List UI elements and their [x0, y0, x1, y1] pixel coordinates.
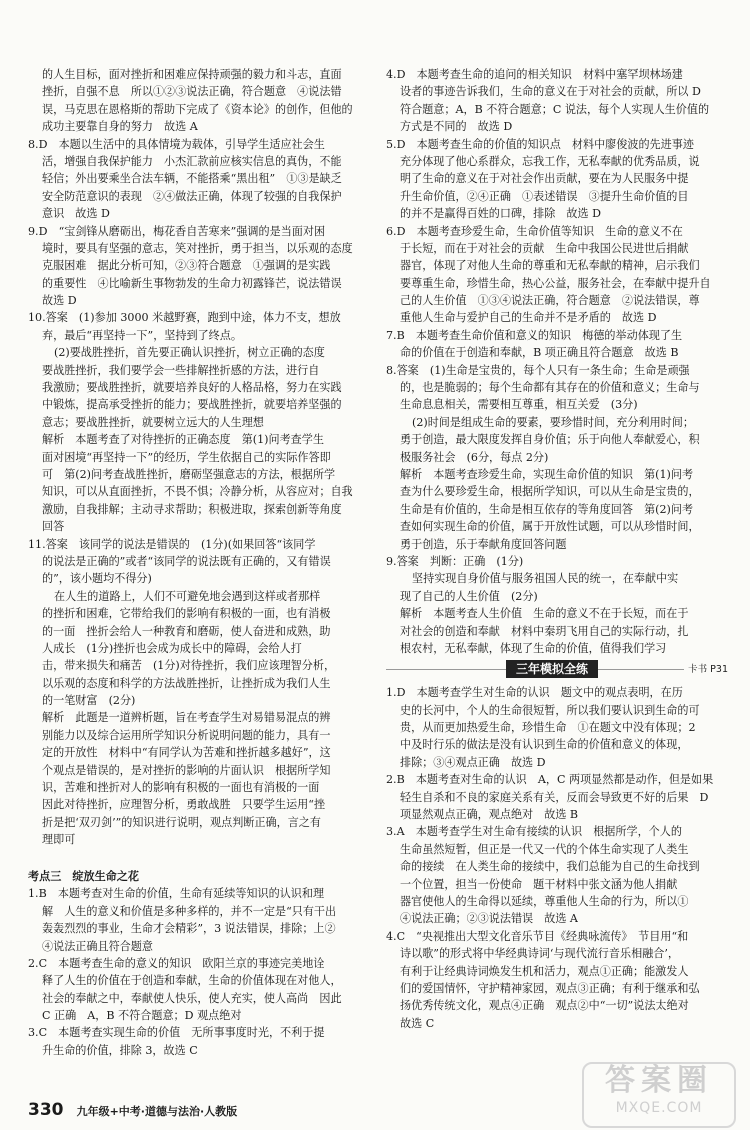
text-line: 解析 此题是一道辨析题，旨在考查学生对易错易混点的辨: [42, 711, 331, 725]
text-line: 现了自己的人生价值 (2分): [400, 589, 538, 603]
text-line: 贵，从而更加热爱生命，珍惜生命 ①在题文中没有体现；2: [400, 721, 696, 735]
text-line: 2.C 本题考查生命的意义的知识 欧阳兰京的事迹完美地诠: [28, 956, 325, 970]
text-line: 极服务社会 (6分，每点 2分): [400, 450, 549, 464]
text-line: 个观点是错误的，是对挫折的影响的片面认识 根据所学知: [42, 763, 331, 777]
text-line: 勇于创造，乐于奉献角度回答问题: [400, 537, 567, 551]
text-line: 1.B 本题考查对生命的价值，生命有延续等知识的认识和理: [28, 887, 325, 901]
text-line: 中锻炼，提高承受挫折的能力；要战胜挫折，就要培养坚强的: [42, 398, 342, 412]
text-line: 有利于让经典诗词焕发生机和活力，观点①正确；能激发人: [400, 964, 689, 978]
text-line: ④说法正确且符合题意: [42, 939, 153, 953]
text-line: 生命虽然短暂，但正是一代又一代的个体生命实现了人类生: [400, 842, 689, 856]
text-line: 知识，可以从直面挫折，不畏不惧；冷静分析，从容应对；自我: [42, 485, 353, 499]
text-line: 的一笔财富 (2分): [42, 694, 136, 708]
text-line: 设者的事迹告诉我们，生命的意义在于对社会的贡献，所以 D: [400, 85, 701, 99]
text-line: 故选 D: [42, 294, 77, 308]
text-line: 的，也是脆弱的；每个生命都有其存在的价值和意义；生命与: [400, 381, 700, 395]
right-column: [386, 66, 728, 1032]
text-line: 命的价值在于创造和奉献，B 项正确且符合题意 故选 B: [400, 346, 679, 360]
text-line: 己的人生价值 ①③④说法正确，符合题意 ②说法错误，尊: [400, 294, 700, 308]
text-line: 定的开放性 材料中“有同学认为苦难和挫折越多越好”，这: [42, 746, 331, 760]
text-line: 命的接续 在人类生命的接续中，我们总能为自己的生命找到: [400, 860, 700, 874]
text-line: 升生命价值，②④正确 ①表述错误 ③提升生命价值的目: [400, 189, 689, 203]
text-line: 的说法是正确的”或者“该同学的说法既有正确的，又有错误: [42, 554, 331, 568]
text-line: [28, 849, 370, 866]
text-line: 史的长河中，个人的生命很短暂，所以我们要认识到生命的可: [400, 703, 700, 717]
text-line: 面对困境“再坚持一下”的经历，学生依据自己的实际作答即: [42, 450, 331, 464]
text-line: 10.答案 (1)参加 3000 米越野赛，跑到中途，体力不支，想放: [28, 311, 341, 325]
text-line: 生命是有价值的，生命是相互依存的等角度回答 第(2)问考: [400, 502, 694, 516]
text-line: 安全防范意识的表现 ②④做法正确，体现了较强的自我保护: [42, 189, 342, 203]
text-line: 克服困难 据此分析可知，②③符合题意 ①强调的是实践: [42, 259, 331, 273]
text-line: 解析 本题考查珍爱生命，实现生命价值的知识 第(1)问考: [400, 467, 694, 481]
text-line: 的并不是赢得百姓的口碑，排除 故选 D: [400, 207, 602, 221]
text-line: C 正确 A，B 不符合题意；D 观点绝对: [42, 1009, 242, 1023]
text-line: (2)时间是组成生命的要素，要珍惜时间，充分利用时间；: [412, 415, 694, 429]
text-line: 勇于创造，最大限度发挥自身价值；乐于向他人奉献爱心，积: [400, 433, 700, 447]
text-line: 人成长 (1分)挫折也会成为成长中的障碍，会给人打: [42, 641, 302, 655]
page-number: 330: [28, 1100, 64, 1120]
text-line: 轻生自杀和不良的家庭关系有关，反而会导致更不好的后果 D: [400, 790, 709, 804]
text-line: 4.D 本题考查生命的追问的相关知识 材料中塞罕坝林场建: [386, 68, 683, 81]
text-line: (2)要战胜挫折，首先要正确认识挫折，树立正确的态度: [54, 346, 325, 360]
text-line: 根农村，无私奉献，体现了生命的价值，值得我们学习: [400, 641, 667, 655]
watermark-site-text: MXQE.COM: [615, 1100, 703, 1116]
text-line: 9.答案 判断：正确 (1分): [386, 554, 524, 568]
text-line: 升生命的价值，排除 3，故选 C: [42, 1043, 198, 1057]
text-line: 查为什么要珍爱生命，根据所学知识，可以从生命是宝贵的，: [400, 485, 700, 499]
text-line: 7.B 本题考查生命价值和意义的知识 梅德的举动体现了生: [386, 328, 683, 342]
text-line: 挫折，自强不息 所以①②③说法正确，符合题意 ④说法错: [42, 85, 342, 99]
text-line: 境时，要具有坚强的意志，笑对挫折，勇于担当，以乐观的态度: [42, 241, 353, 255]
text-line: 的重要性 ④比喻新生事物勃发的生命力初露锋芒，说法错误: [42, 276, 342, 290]
left-column: [28, 66, 370, 1059]
text-line: 2.B 本题考查对生命的认识 A，C 两项显然都是动作，但是如果: [386, 773, 714, 787]
text-line: 以乐观的态度和科学的方法战胜挫折，让挫折成为我们人生: [42, 676, 331, 690]
text-line: 8.D 本题以生活中的具体情境为载体，引导学生适应社会生: [28, 137, 325, 151]
text-line: 可 第(2)问考查战胜挫折，磨砺坚强意志的方法，根据所学: [42, 467, 336, 481]
text-line: 3.A 本题考查学生对生命有接续的认识 根据所学，个人的: [386, 825, 682, 839]
text-line: 回答: [42, 520, 65, 534]
text-line: 1.D 本题考查学生对生命的认识 题文中的观点表明，在历: [386, 686, 683, 700]
text-line: ④说法正确；②③说法错误 故选 A: [400, 912, 578, 926]
text-line: 的挫折和困难，它带给我们的影响有积极的一面，也有消极: [42, 607, 331, 621]
watermark-logo: [582, 1062, 736, 1128]
text-line: 轰轰烈烈的事业，生命才会精彩”，3 说法错误，排除；上②: [42, 922, 336, 936]
text-line: 击，带来损失和痛苦 (1分)对待挫折，我们应该理智分析，: [42, 659, 336, 673]
text-line: 释了人生的价值在于创造和奉献，生命的价值体现在对他人，: [42, 974, 342, 988]
text-line: 成功主要靠自身的努力 故选 A: [42, 120, 198, 134]
text-line: 解析 本题考查了对待挫折的正确态度 第(1)问考查学生: [42, 433, 324, 447]
text-line: 坚持实现自身价值与服务祖国人民的统一，在奉献中实: [412, 572, 679, 586]
text-line: 别能力以及综合运用所学知识分析说明问题的能力，具有一: [42, 728, 331, 742]
text-line: 识，苦难和挫折对人的影响有积极的一面也有消极的一面: [42, 781, 320, 795]
text-line: 的一面 挫折会给人一种教育和磨砺，使人奋进和成熟，助: [42, 624, 331, 638]
text-line: 一个位置，担当一份使命 题干材料中张文涵为他人捐献: [400, 877, 678, 891]
page-footer: [28, 1100, 237, 1120]
book-title: 九年级+中考·道德与法治·人教版: [76, 1105, 238, 1118]
text-line: 在人生的道路上，人们不可避免地会遇到这样或者那样: [54, 589, 321, 603]
text-line: 意识 故选 D: [42, 207, 110, 221]
text-line: 项显然观点正确，观点绝对 故选 B: [400, 808, 579, 822]
text-line: 4.C “央视推出大型文化音乐节目《经典咏流传》 节目用“和: [386, 929, 689, 943]
text-line: 解析 本题考查人生价值 生命的意义不在于长短，而在于: [400, 607, 689, 621]
text-line: 的”，该小题均不得分): [42, 572, 152, 586]
text-line: 5.D 本题考查生命的价值的知识点 材料中廖俊波的先进事迹: [386, 137, 694, 151]
text-line: 弃，最后“再坚持一下”，坚持到了终点。: [42, 328, 242, 342]
text-line: 扬优秀传统文化，观点④正确 观点②中“一切”说法太绝对: [400, 999, 689, 1013]
text-line: 方式是不同的 故选 D: [400, 120, 513, 134]
text-line: 明了生命的意义在于对社会作出贡献，要在为人民服务中提: [400, 172, 689, 186]
watermark-logo-text: 答案圈: [605, 1063, 713, 1098]
text-line: 充分体现了他心系群众，忘我工作，无私奉献的优秀品质，说: [400, 154, 700, 168]
text-line: 社会的奉献之中，奉献使人快乐，使人充实，使人高尚 因此: [42, 991, 342, 1005]
text-line: 11.答案 该同学的说法是错误的 (1分)(如果回答“该同学: [28, 537, 316, 551]
text-line: 因此对待挫折，应理智分析，勇敢战胜 只要学生运用“挫: [42, 798, 326, 812]
text-line: 解 人生的意义和价值是多种多样的，并不一定是“只有干出: [42, 904, 337, 918]
text-line: 符合题意；A，B 不符合题意；C 说法，每个人实现人生价值的: [400, 102, 710, 116]
text-line: 排除；③④观点正确 故选 D: [400, 755, 546, 769]
text-line: 查如何实现生命的价值，属于开放性试题，可以从珍惜时间，: [400, 520, 700, 534]
text-line: 9.D “宝剑锋从磨砺出，梅花香自苦寒来”强调的是当面对困: [28, 224, 326, 238]
text-line: 中及时行乐的做法是没有认识到生命的价值和意义的体现，: [400, 738, 689, 752]
text-line: 误，马克思在恩格斯的帮助下完成了《资本论》的创作，但他的: [42, 102, 353, 116]
text-line: 器官，体现了对他人生命的尊重和无私奉献的精神，启示我们: [400, 259, 700, 273]
text-line: 故选 C: [400, 1016, 435, 1030]
text-line: 折是把‘双刃剑’”的知识进行说明，观点判断正确，言之有: [42, 815, 321, 829]
text-line: 3.C 本题考查实现生命的价值 无所事事度时光，不利于提: [28, 1026, 325, 1040]
text-line: 激励，自我排解；主动寻求帮助；积极进取，探索创新等角度: [42, 502, 342, 516]
text-line: 我激励；要战胜挫折，就要培养良好的人格品格，努力在实践: [42, 381, 342, 395]
text-line: 重他人生命与爱护自己的生命并不是矛盾的 故选 D: [400, 311, 657, 325]
text-line: 的人生目标，面对挫折和困难应保持顽强的毅力和斗志，直面: [42, 68, 342, 81]
banner-page-ref: 卡书 P31: [684, 661, 728, 678]
text-line: 要尊重生命，珍惜生命，热心公益，服务社会，在奉献中提升自: [400, 276, 711, 290]
text-line: 于长短，而在于对社会的贡献 生命中我国公民进世后捐献: [400, 241, 689, 255]
text-line: 8.答案 (1)生命是宝贵的，每个人只有一条生命；生命是顽强: [386, 363, 690, 377]
text-line: 们的爱国情怀，守护精神家园，观点③正确；有利于继承和弘: [400, 981, 700, 995]
text-line: 意志；要战胜挫折，就要树立远大的人生理想: [42, 415, 264, 429]
text-line: 生命息息相关，需要相互尊重，相互关爱 (3分): [400, 398, 638, 412]
text-line: 轻信；外出要乘坐合法车辆，不能搭乘“黑出租” ①③是缺乏: [42, 172, 342, 186]
text-line: 诗以歌”的形式将中华经典诗词‘与现代流行音乐相融合’，: [400, 947, 679, 961]
text-line: 要战胜挫折，我们要学会一些排解挫折感的方法，进行自: [42, 363, 320, 377]
text-line: 活，增强自我保护能力 小杰汇款前应核实信息的真伪，不能: [42, 154, 342, 168]
text-line: 理即可: [42, 833, 76, 847]
banner-label: 三年模拟全练: [506, 660, 598, 678]
text-line: 6.D 本题考查珍爱生命，生命价值等知识 生命的意义不在: [386, 224, 683, 238]
section-heading: 考点三 绽放生命之花: [28, 869, 139, 883]
text-line: 对社会的创造和奉献 材料中秦玥飞用自己的实际行动，扎: [400, 624, 689, 638]
text-line: 器官使他人的生命得以延续，尊重他人生命的行为，所以①: [400, 894, 689, 908]
section-banner: [386, 659, 728, 681]
